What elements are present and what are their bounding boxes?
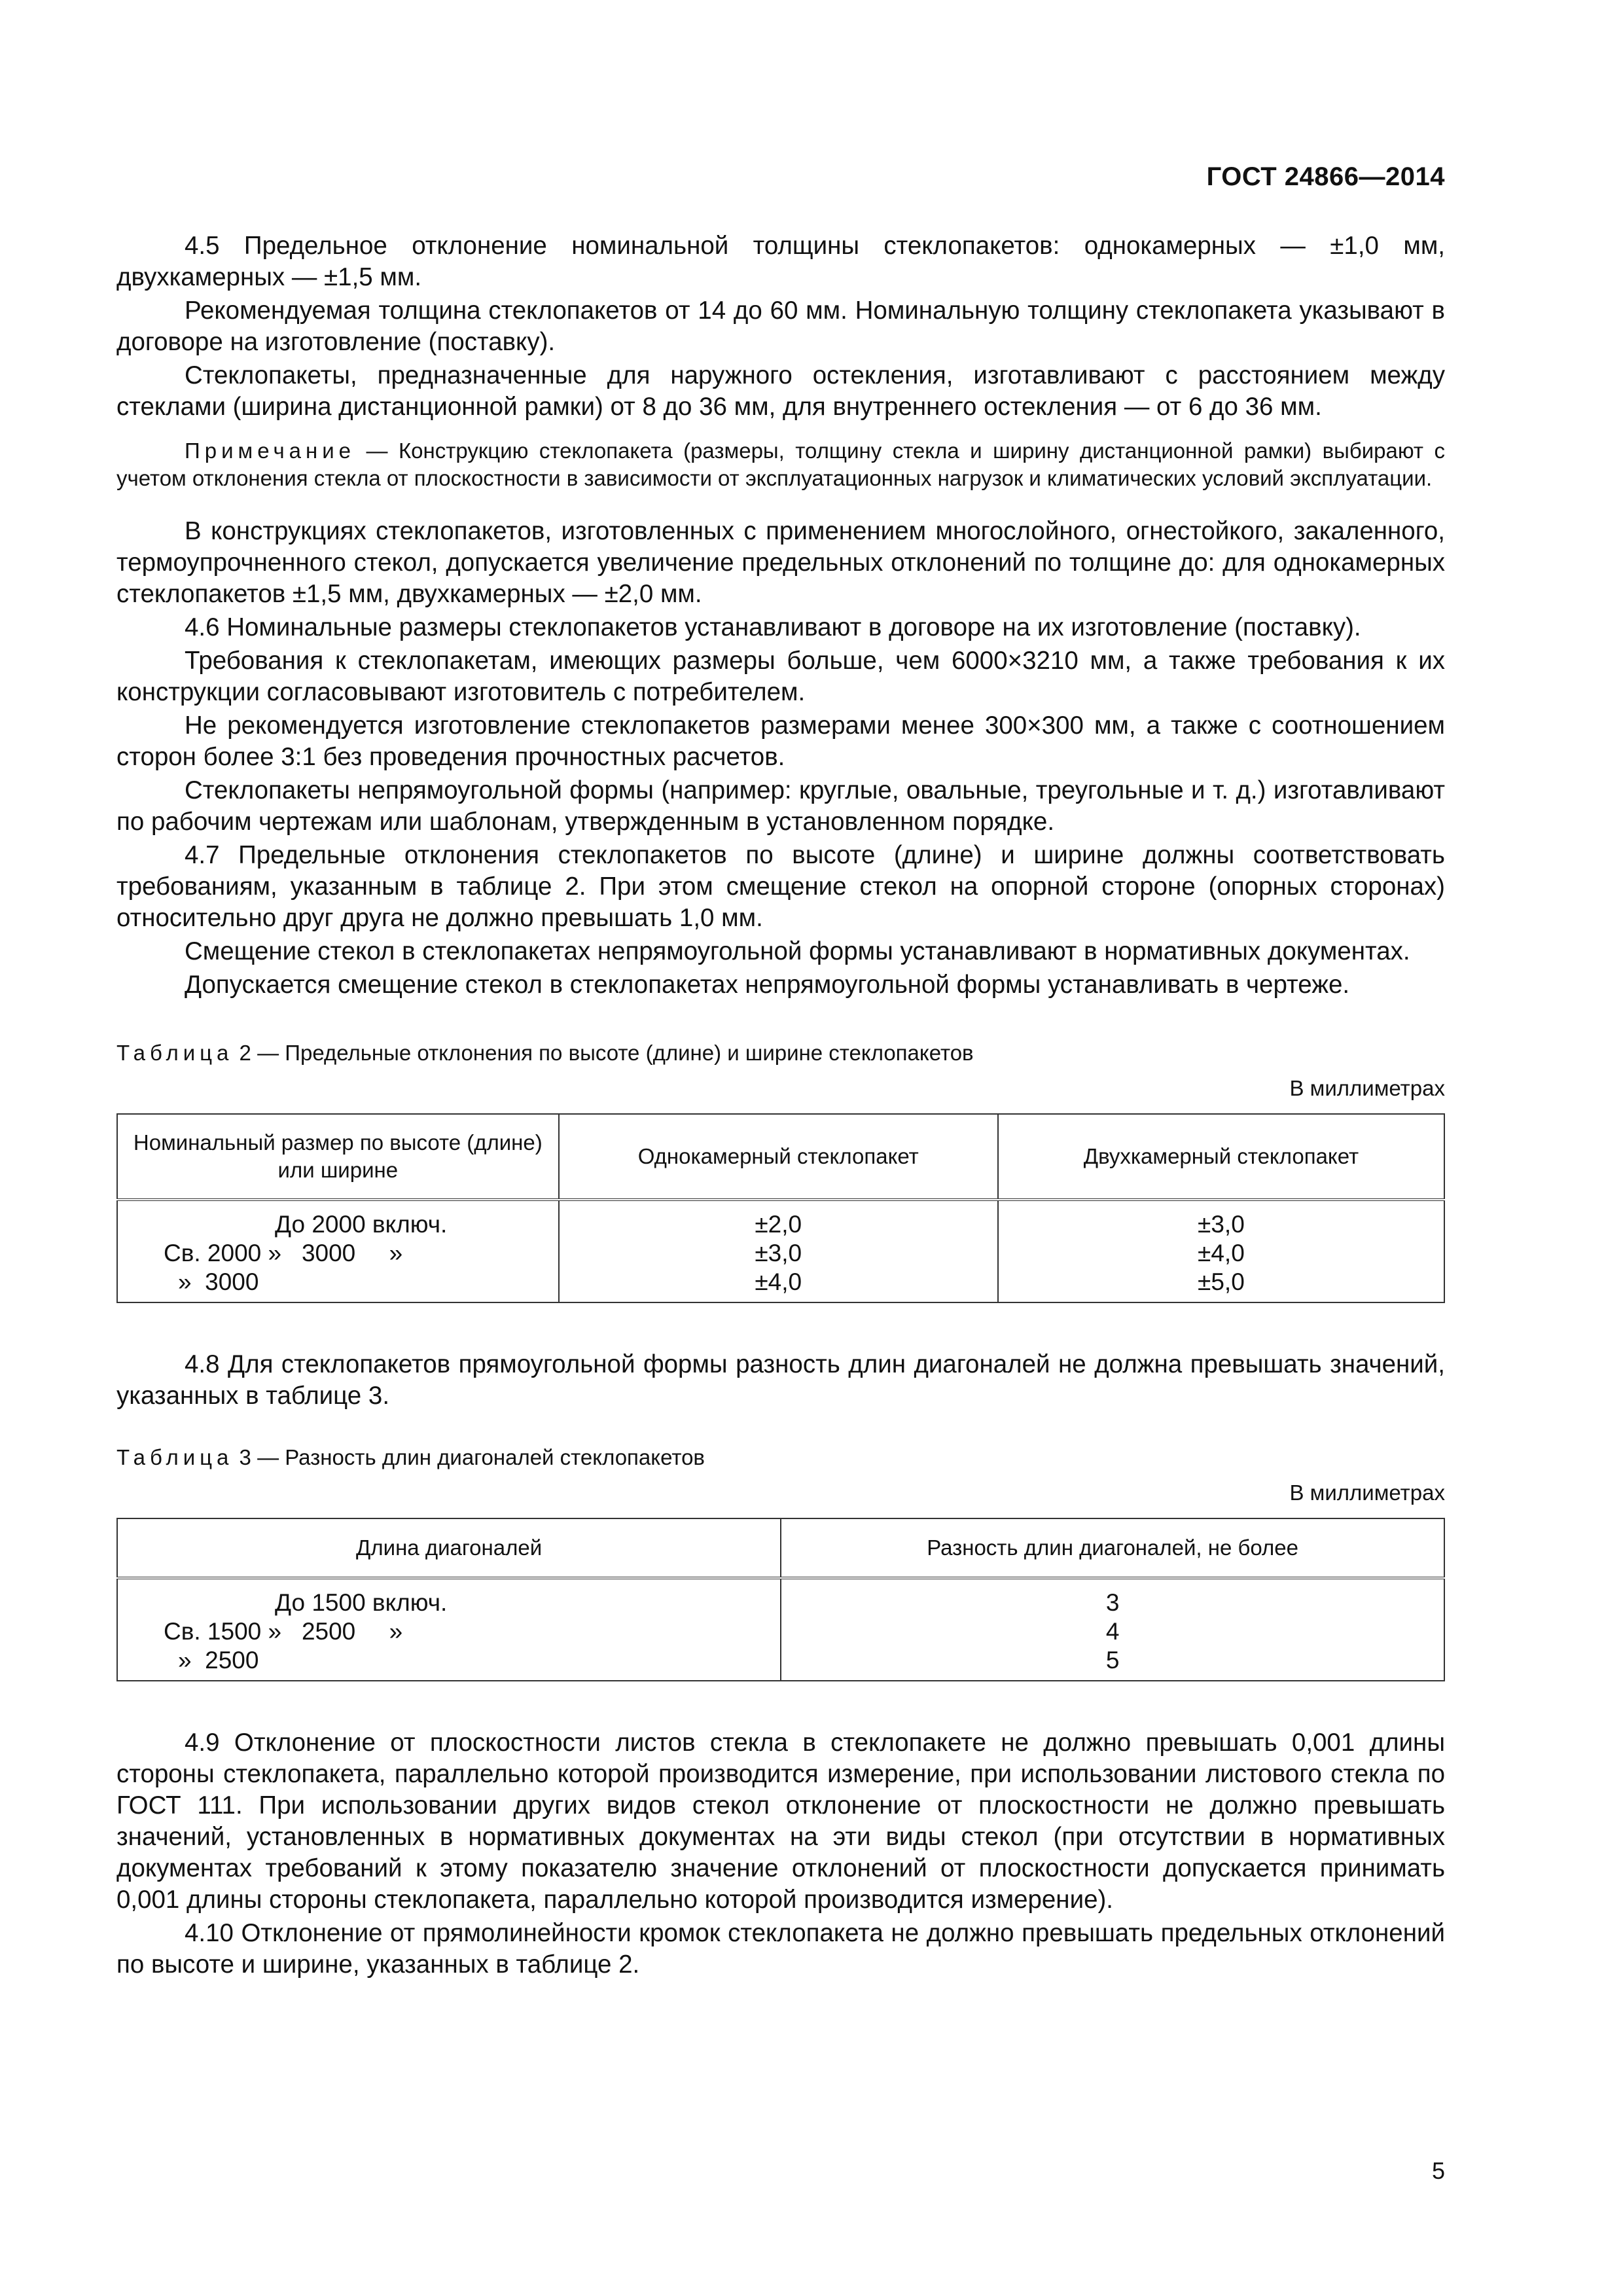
table-3-header-difference: Разность длин диагоналей, не более bbox=[781, 1518, 1444, 1578]
table-cell: 4 bbox=[1105, 1618, 1120, 1645]
note-label: Примечание bbox=[185, 439, 356, 463]
table-2-units: В миллиметрах bbox=[1289, 1076, 1445, 1100]
note-text: — Конструкцию стеклопакета (размеры, толщину стекла и ширину дистанционной рамки) выбирают с учетом отклонения стекла от плоскостности в зависимости от эксплуатационных нагрузок и климатических условий эксплуатации. bbox=[116, 439, 1445, 490]
paragraph-4-7: 4.7 Предельные отклонения стеклопакетов по высоте (длине) и ширине должны соответствовать требованиям, указанным в таблице 2. При этом смещение стекол на опорной стороне (опорных сторонах) относительно друг друга не должно превышать 1,0 мм. bbox=[116, 841, 1445, 932]
table-3-header-length: Длина диагоналей bbox=[117, 1518, 781, 1578]
paragraph-4-5: 4.5 Предельное отклонение номинальной толщины стеклопакетов: однокамерных — ±1,0 мм, двухкамерных — ±1,5 мм. bbox=[116, 232, 1445, 291]
document-code-header: ГОСТ 24866—2014 bbox=[1206, 162, 1445, 191]
table-2-header-single-chamber: Однокамерный стеклопакет bbox=[559, 1114, 998, 1200]
paragraph-4-9: 4.9 Отклонение от плоскостности листов стекла в стеклопакете не должно превышать 0,001 длины стороны стеклопакета, параллельно которой производится измерение, при использовании листового стекла по ГОСТ 111. При использовании других видов стекол отклонение от плоскостности не должно превышать значений, установленных в нормативных документах на эти виды стекол (при отсутствии в нормативных документах требований к этому показателю значение отклонений от плоскостности допускается принимать 0,001 длины стороны стеклопакета, параллельно которой производится измерение). bbox=[116, 1729, 1445, 1914]
table-3-header-row bbox=[117, 1518, 1444, 1578]
table-2-caption-label: Таблица bbox=[116, 1041, 234, 1065]
table-2 bbox=[116, 1113, 1445, 1303]
paragraph-small-size-recommendation: Не рекомендуется изготовление стеклопакетов размерами менее 300×300 мм, а также с соотношением сторон более 3:1 без проведения прочностных расчетов. bbox=[116, 711, 1445, 771]
paragraph-4-6: 4.6 Номинальные размеры стеклопакетов устанавливают в договоре на их изготовление (поставку). bbox=[185, 613, 1361, 641]
paragraph-4-8: 4.8 Для стеклопакетов прямоугольной формы разность длин диагоналей не должна превышать значений, указанных в таблице 3. bbox=[116, 1350, 1445, 1410]
table-2-single-column bbox=[559, 1200, 998, 1302]
page-number: 5 bbox=[1431, 2157, 1445, 2184]
table-cell: ±3,0 bbox=[1198, 1211, 1245, 1238]
table-cell: ±5,0 bbox=[1198, 1268, 1245, 1295]
table-cell: ±4,0 bbox=[1198, 1240, 1245, 1266]
paragraph-non-rectangular: Стеклопакеты непрямоугольной формы (например: круглые, овальные, треугольные и т. д.) изготавливают по рабочим чертежам или шаблонам, утвержденным в установленном порядке. bbox=[116, 776, 1445, 836]
paragraph-4-10: 4.10 Отклонение от прямолинейности кромок стеклопакета не должно превышать предельных отклонений по высоте и ширине, указанных в таблице 2. bbox=[116, 1919, 1445, 1979]
table-cell: ±2,0 bbox=[755, 1211, 802, 1238]
table-row: Св. 2000 » 3000 » bbox=[164, 1240, 403, 1266]
table-row: До 1500 включ. bbox=[275, 1589, 448, 1616]
paragraph-laminated-glass: В конструкциях стеклопакетов, изготовленных с применением многослойного, огнестойкого, закаленного, термоупрочненного стекол, допускается увеличение предельных отклонений по толщине до: для однокамерных стеклопакетов ±1,5 мм, двухкамерных — ±2,0 мм. bbox=[116, 517, 1445, 608]
table-row: » 2500 bbox=[178, 1647, 259, 1674]
table-row: До 2000 включ. bbox=[275, 1211, 448, 1238]
table-3 bbox=[116, 1518, 1445, 1681]
table-3-difference-column bbox=[781, 1578, 1444, 1681]
table-3-caption-label: Таблица bbox=[116, 1445, 234, 1469]
table-2-header-double-chamber: Двухкамерный стеклопакет bbox=[998, 1114, 1444, 1200]
table-cell: ±3,0 bbox=[755, 1240, 802, 1266]
paragraph-offset-drawing: Допускается смещение стекол в стеклопакетах непрямоугольной формы устанавливать в чертеже. bbox=[185, 971, 1350, 999]
table-row: Св. 1500 » 2500 » bbox=[164, 1618, 403, 1645]
table-2-header-row bbox=[117, 1114, 1444, 1200]
paragraph-offset-documents: Смещение стекол в стеклопакетах непрямоугольной формы устанавливают в нормативных документах. bbox=[185, 937, 1410, 965]
paragraph-spacer-width: Стеклопакеты, предназначенные для наружного остекления, изготавливают с расстоянием между стеклами (ширина дистанционной рамки) от 8 до 36 мм, для внутреннего остекления — от 6 до 36 мм. bbox=[116, 361, 1445, 421]
table-3-body bbox=[117, 1578, 1444, 1681]
table-cell: ±4,0 bbox=[755, 1268, 802, 1295]
table-2-body bbox=[117, 1200, 1444, 1302]
paragraph-large-size-requirements: Требования к стеклопакетам, имеющих размеры больше, чем 6000×3210 мм, а также требования к их конструкции согласовывают изготовитель с потребителем. bbox=[116, 647, 1445, 706]
table-cell: 5 bbox=[1105, 1647, 1120, 1674]
table-3-caption bbox=[116, 1444, 1445, 1471]
table-3-units: В миллиметрах bbox=[1289, 1480, 1445, 1505]
document-body bbox=[116, 230, 1445, 1981]
table-2-caption bbox=[116, 1040, 1445, 1066]
table-2-header-size: Номинальный размер по высоте (длине) или ширине bbox=[117, 1114, 559, 1200]
table-3-caption-text: 3 — Разность длин диагоналей стеклопакетов bbox=[233, 1445, 705, 1469]
table-2-size-column bbox=[117, 1200, 559, 1302]
table-cell: 3 bbox=[1105, 1589, 1120, 1616]
paragraph-thickness-recommendation: Рекомендуемая толщина стеклопакетов от 14 до 60 мм. Номинальную толщину стеклопакета указывают в договоре на изготовление (поставку). bbox=[116, 296, 1445, 356]
table-row: » 3000 bbox=[178, 1268, 259, 1295]
table-2-double-column bbox=[998, 1200, 1444, 1302]
note-block bbox=[116, 437, 1445, 492]
table-2-caption-text: 2 — Предельные отклонения по высоте (длине) и ширине стеклопакетов bbox=[233, 1041, 974, 1065]
table-3-length-column bbox=[117, 1578, 781, 1681]
